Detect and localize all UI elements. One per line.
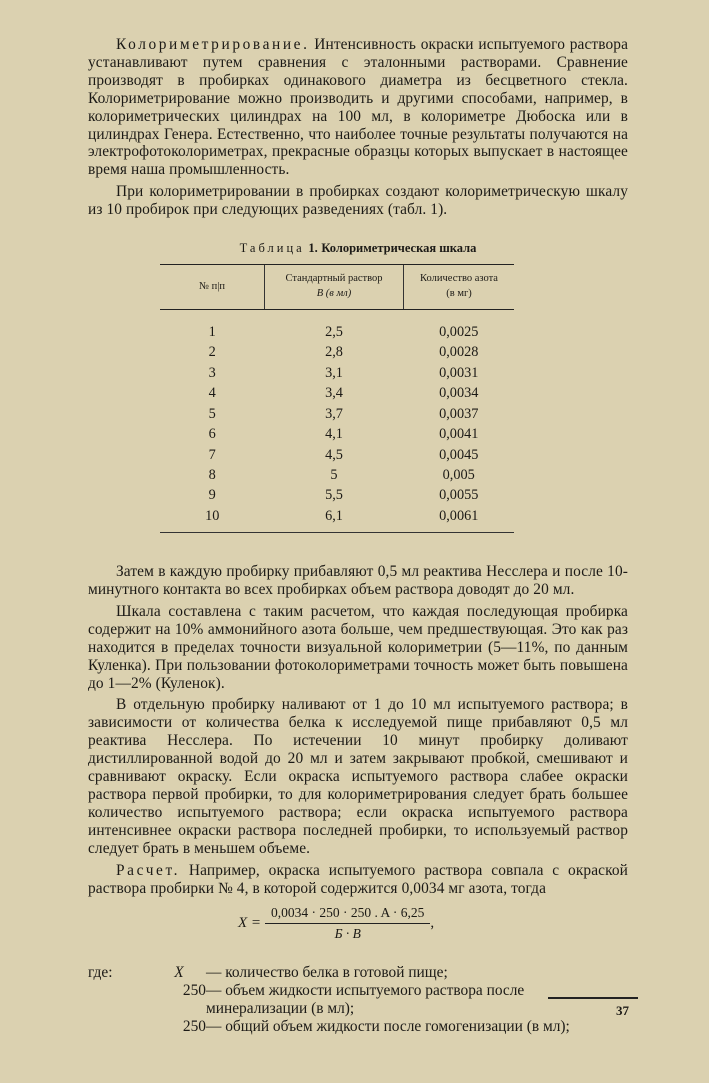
table-row [160, 445, 514, 465]
cell-standard-solution: 4,1 [325, 426, 343, 443]
cell-number: 1 [208, 324, 216, 341]
protein-formula [238, 905, 628, 942]
header-standard-solution-line2: В (в мл) [316, 288, 352, 300]
cell-standard-solution: 4,5 [325, 446, 343, 463]
table-caption-number: 1. [308, 241, 318, 256]
paragraph-calculation [88, 862, 628, 898]
cell-number: 7 [208, 446, 216, 463]
cell-nitrogen: 0,0045 [439, 446, 479, 463]
cell-number: 6 [208, 426, 216, 443]
table-header-row [160, 265, 514, 310]
cell-number: 4 [208, 385, 216, 402]
paragraph-colorimetry [88, 36, 628, 179]
table-caption-title: Колориметрическая шкала [321, 241, 477, 256]
cell-standard-solution: 5 [330, 466, 338, 483]
cell-standard-solution: 3,4 [325, 385, 343, 402]
definition-term: 250 [182, 982, 206, 1000]
table-row [160, 485, 514, 505]
cell-standard-solution: 3,7 [325, 405, 343, 422]
header-number [160, 265, 265, 310]
paragraph-lead-term: Расчет. [116, 861, 181, 879]
cell-nitrogen: 0,0025 [439, 324, 479, 341]
footer-rule [548, 997, 638, 999]
definition-item [88, 982, 628, 1018]
paragraph-test-tubes: При колориметрировании в пробирках создают колориметрическую шкалу из 10 пробирок при следующих разведениях (табл. 1). [88, 183, 628, 219]
cell-standard-solution: 6,1 [265, 506, 404, 533]
page-number: 37 [616, 1003, 629, 1018]
page-content [88, 36, 628, 1036]
formula-numerator: 0,0034 · 250 · 250 . A · 6,25 [265, 905, 430, 924]
header-nitrogen-line1: Количество азота [420, 273, 498, 285]
table-row [160, 383, 514, 403]
definition-text: — объем жидкости испытуемого раствора после минерализации (в мл); [206, 982, 525, 1018]
table-caption-word: Таблица [239, 241, 305, 256]
table-row [160, 404, 514, 424]
formula-denominator: Б · В [334, 926, 361, 942]
paragraph-text: Интенсивность окраски испытуемого раствора устанавливают путем сравнения с эталонными растворами. Сравнение производят в пробирках одинакового диаметра из бесцветного стекла. Колориметрирование можно производить и другими способами, например, в колориметрических цилиндрах на 100 мл, в колориметре Дюбоска или в цилиндрах Генера. Естественно, что наиболее точные результаты получаются на электрофотоколориметрах, прекрасные образцы которых выпускает в настоящее время наша промышленность. [88, 36, 629, 179]
cell-standard-solution: 5,5 [325, 487, 343, 504]
definition-text: — общий объем жидкости после гомогенизации (в мл); [206, 1018, 570, 1036]
cell-number: 5 [208, 405, 216, 422]
table-row [160, 342, 514, 362]
formula-definitions [88, 964, 628, 1036]
paragraph-lead-term: Колориметрирование. [116, 36, 310, 53]
paragraph-nessler: Затем в каждую пробирку прибавляют 0,5 мл реактива Несслера и после 10-минутного контакта во всех пробирках объем раствора доводят до 20 мл. [88, 563, 628, 599]
table-caption [88, 241, 628, 256]
table-row [160, 310, 514, 343]
cell-nitrogen: 0,0037 [439, 405, 479, 422]
cell-standard-solution: 2,8 [325, 344, 343, 361]
formula-trailing-comma: , [430, 915, 435, 932]
cell-standard-solution: 2,5 [325, 324, 343, 341]
cell-nitrogen: 0,0055 [439, 487, 479, 504]
header-standard-solution-line1: Стандартный раствор [285, 273, 383, 285]
table-row [160, 424, 514, 444]
table-row [160, 363, 514, 383]
cell-number: 10 [160, 506, 265, 533]
header-nitrogen-amount [404, 265, 515, 310]
paragraph-scale-accuracy: Шкала составлена с таким расчетом, что каждая последующая пробирка содержит на 10% аммонийного азота больше, чем предшествующая. Это как раз находится в пределах точности визуальной колориметрии (5—11%, по данным Куленка). При пользовании фотоколориметрами точность может быть повышена до 1—2% (Куленок). [88, 602, 628, 692]
header-nitrogen-line2: (в мг) [446, 288, 472, 300]
definition-text: — количество белка в готовой пище; [206, 964, 448, 982]
header-standard-solution [265, 265, 404, 310]
paragraph-procedure: В отдельную пробирку наливают от 1 до 10 мл испытуемого раствора; в зависимости от количества белка к исследуемой пище прибавляют 0,5 мл реактива Несслера. По истечении 10 минут пробирку доливают дистиллированной водой до 20 мл и затем закрывают пробкой, смешивают и сравнивают окраску. Если окраска испытуемого раствора слабее окраски раствора первой пробирки, то для колориметрирования следует брать большее количество испытуемого раствора; если окраска испытуемого раствора интенсивнее окраски раствора последней пробирки, то используемый раствор следует брать в меньшем объеме. [88, 696, 628, 857]
paragraph-text: Например, окраска испытуемого раствора совпала с окраской раствора пробирки № 4, в которой содержится 0,0034 мг азота, тогда [88, 861, 628, 897]
cell-number: 8 [208, 466, 216, 483]
cell-nitrogen: 0,0031 [439, 364, 479, 381]
cell-number: 9 [208, 487, 216, 504]
formula-lhs: X = [238, 915, 262, 932]
formula-fraction [265, 905, 430, 942]
cell-nitrogen: 0,0028 [439, 344, 479, 361]
cell-number: 3 [208, 364, 216, 381]
colorimetric-scale-table [160, 264, 514, 533]
table-body [160, 310, 514, 533]
cell-number: 2 [208, 344, 216, 361]
cell-nitrogen: 0,0041 [439, 426, 479, 443]
cell-nitrogen: 0,005 [442, 466, 475, 483]
definition-term: X [174, 964, 184, 982]
cell-nitrogen: 0,0034 [439, 385, 479, 402]
cell-standard-solution: 3,1 [325, 364, 343, 381]
cell-nitrogen: 0,0061 [404, 506, 515, 533]
definitions-lead: где: [88, 964, 113, 982]
header-number-label: № п|п [199, 280, 225, 292]
table-row [160, 465, 514, 485]
definition-term: 250 [182, 1018, 206, 1036]
definition-item [88, 1018, 628, 1036]
table-row [160, 506, 514, 533]
definition-item [88, 964, 628, 982]
